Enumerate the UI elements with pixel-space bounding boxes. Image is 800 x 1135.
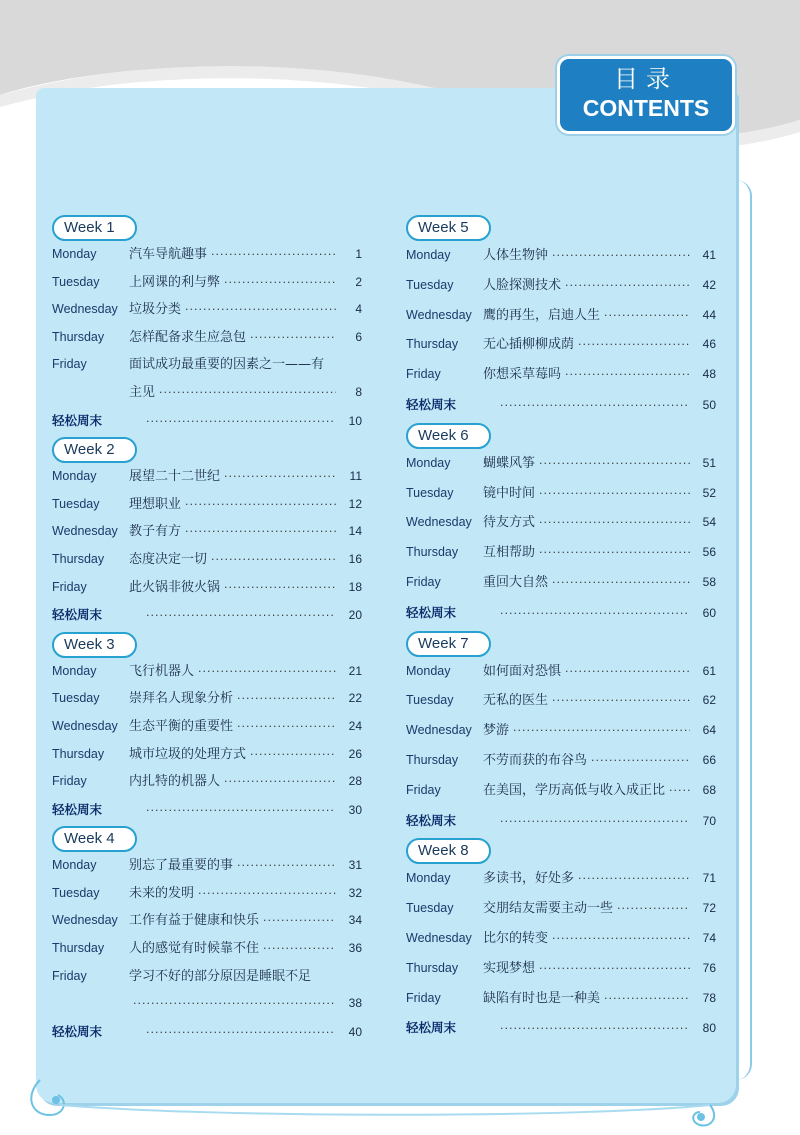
toc-entry[interactable]: [52, 269, 362, 297]
day-label: Thursday: [406, 545, 459, 560]
day-label: Wednesday: [52, 524, 118, 539]
leader-dots: [565, 360, 690, 390]
toc-entry[interactable]: [52, 713, 362, 741]
day-label: Thursday: [406, 752, 459, 767]
page-number: 22: [348, 691, 362, 706]
day-label: Tuesday: [406, 901, 454, 916]
leader-dots: [211, 241, 336, 269]
leader-dots: [565, 271, 690, 301]
page-number: 34: [348, 913, 362, 928]
page-number: 71: [702, 871, 716, 886]
entry-title: 蝴蝶风筝: [483, 455, 536, 471]
day-label: Monday: [52, 858, 97, 873]
day-label: Friday: [406, 782, 441, 797]
leader-dots: [500, 599, 690, 629]
entry-title: 实现梦想: [483, 960, 536, 976]
day-label: Tuesday: [406, 277, 454, 292]
page-number: 4: [355, 302, 362, 317]
day-label: Wednesday: [52, 913, 118, 928]
day-label: Thursday: [52, 746, 105, 761]
leader-dots: [552, 568, 690, 598]
page-number: 58: [702, 574, 716, 589]
day-label: Monday: [406, 871, 451, 886]
leader-dots: [146, 797, 336, 825]
weekend-entry[interactable]: [52, 796, 362, 824]
leader-dots: [263, 935, 336, 963]
toc-entry[interactable]: [406, 894, 716, 924]
day-label: Friday: [52, 774, 87, 789]
toc-entry[interactable]: [406, 449, 716, 479]
page-number: 16: [348, 551, 362, 566]
weekend-label: 轻松周末: [52, 801, 103, 817]
page-number: 46: [702, 337, 716, 352]
page-number: 18: [348, 579, 362, 594]
entry-title: 无心插柳柳成荫: [483, 337, 575, 353]
leader-dots: [185, 518, 336, 546]
page-number: 28: [348, 774, 362, 789]
contents-title-en: CONTENTS: [582, 95, 710, 121]
leader-dots: [224, 768, 336, 796]
page-number: 50: [702, 397, 716, 412]
leader-dots: [211, 546, 336, 574]
toc-entry[interactable]: [406, 508, 716, 538]
entry-title: 教子有方: [129, 524, 182, 540]
entry-title: 展望二十二世纪: [129, 469, 221, 485]
toc-entry[interactable]: [406, 301, 716, 331]
toc-entry[interactable]: [406, 538, 716, 568]
weekend-label: 轻松周末: [406, 812, 457, 828]
page-number: 42: [702, 277, 716, 292]
week-5-label[interactable]: Week 5: [406, 215, 491, 241]
weekend-label: 轻松周末: [406, 1020, 457, 1036]
toc-entry[interactable]: [406, 776, 716, 806]
toc-entry[interactable]: [406, 746, 716, 776]
page-number: 56: [702, 545, 716, 560]
page-number: 76: [702, 960, 716, 975]
day-label: Wednesday: [406, 515, 472, 530]
page-number: 38: [348, 996, 362, 1011]
toc-entry[interactable]: [406, 241, 716, 271]
day-label: Friday: [52, 357, 87, 372]
toc-entry[interactable]: [52, 463, 362, 491]
page-number: 21: [348, 663, 362, 678]
page-number: 70: [702, 813, 716, 828]
leader-dots: [224, 574, 336, 602]
day-label: Thursday: [52, 941, 105, 956]
toc-entry[interactable]: [406, 360, 716, 390]
leader-dots: [250, 741, 336, 769]
weekend-entry[interactable]: [406, 1013, 716, 1043]
page-number: 8: [355, 384, 362, 399]
leader-dots: [133, 990, 336, 1018]
day-label: Wednesday: [406, 307, 472, 322]
leader-dots: [250, 324, 336, 352]
toc-entry[interactable]: [52, 296, 362, 324]
weekend-entry[interactable]: [52, 1018, 362, 1046]
entry-title: 崇拜名人现象分析: [129, 691, 234, 707]
day-label: Wednesday: [406, 930, 472, 945]
day-label: Friday: [406, 990, 441, 1005]
page-number: 24: [348, 718, 362, 733]
entry-title: 别忘了最重要的事: [129, 858, 234, 874]
toc-entry[interactable]: [406, 686, 716, 716]
day-label: Tuesday: [52, 496, 100, 511]
toc-entry[interactable]: [52, 880, 362, 908]
page-number: 54: [702, 515, 716, 530]
toc-entry[interactable]: [406, 330, 716, 360]
toc-entry[interactable]: [52, 574, 362, 602]
toc-entry[interactable]: [406, 864, 716, 894]
week-6-label[interactable]: Week 6: [406, 423, 491, 449]
weekend-entry[interactable]: [52, 407, 362, 435]
leader-dots: [146, 602, 336, 630]
week-8-label[interactable]: Week 8: [406, 838, 491, 864]
toc-entry[interactable]: [52, 963, 362, 991]
entry-title: 理想职业: [129, 496, 182, 512]
bottom-swirl-decoration: [20, 1070, 780, 1130]
leader-dots: [237, 713, 336, 741]
day-label: Monday: [52, 247, 97, 261]
entry-title: 未来的发明: [129, 885, 195, 901]
entry-title: 互相帮助: [483, 545, 536, 561]
toc-entry[interactable]: [406, 657, 716, 687]
day-label: Friday: [406, 574, 441, 589]
contents-title-zh: 目录: [614, 65, 678, 93]
page-number: 40: [348, 1024, 362, 1039]
leader-dots: [198, 880, 336, 908]
entry-title: 此火锅非彼火锅: [129, 579, 221, 595]
page-number: 78: [702, 990, 716, 1005]
weekend-label: 轻松周末: [52, 607, 103, 623]
leader-dots: [159, 379, 336, 407]
page-number: 44: [702, 307, 716, 322]
entry-title: 在美国，学历高低与收入成正比: [483, 782, 666, 798]
entry-title: 如何面对恐惧: [483, 663, 562, 679]
page-number: 26: [348, 746, 362, 761]
leader-dots: [513, 716, 690, 746]
leader-dots: [669, 776, 690, 806]
leader-dots: [578, 330, 690, 360]
day-label: Thursday: [52, 329, 105, 344]
day-label: Friday: [406, 367, 441, 382]
toc-entry-continued[interactable]: [52, 990, 362, 1018]
page-number: 14: [348, 524, 362, 539]
page-number: 52: [702, 485, 716, 500]
entry-title: 面试成功最重要的因素之一——有: [129, 357, 325, 373]
leader-dots: [263, 907, 336, 935]
entry-title: 工作有益于健康和快乐: [129, 913, 260, 929]
day-label: Thursday: [406, 960, 459, 975]
leader-dots: [146, 408, 336, 436]
entry-title: 重回大自然: [483, 574, 549, 590]
toc-entry[interactable]: [52, 852, 362, 880]
entry-title: 生态平衡的重要性: [129, 718, 234, 734]
week-4-label[interactable]: Week 4: [52, 826, 137, 852]
week-7-label[interactable]: Week 7: [406, 631, 491, 657]
week-1-label[interactable]: Week 1: [52, 215, 137, 241]
entry-title: 交朋结友需要主动一些: [483, 901, 614, 917]
weekend-entry[interactable]: [406, 806, 716, 836]
weekend-entry[interactable]: [406, 598, 716, 628]
toc-entry[interactable]: [406, 716, 716, 746]
toc-entry[interactable]: [406, 954, 716, 984]
leader-dots: [604, 301, 690, 331]
day-label: Tuesday: [406, 693, 454, 708]
day-label: Wednesday: [52, 718, 118, 733]
leader-dots: [552, 686, 690, 716]
day-label: Wednesday: [406, 723, 472, 738]
entry-title: 飞行机器人: [129, 663, 195, 679]
weekend-label: 轻松周末: [406, 604, 457, 620]
page-number: 36: [348, 941, 362, 956]
toc-entry[interactable]: [406, 924, 716, 954]
day-label: Monday: [52, 469, 97, 484]
contents-right-column: [406, 215, 716, 1043]
day-label: Monday: [406, 455, 451, 470]
leader-dots: [500, 807, 690, 837]
entry-title: 比尔的转变: [483, 930, 549, 946]
toc-entry-continued[interactable]: [52, 379, 362, 407]
page-number: 31: [348, 858, 362, 873]
entry-title: 不劳而获的布谷鸟: [483, 752, 588, 768]
day-label: Tuesday: [406, 485, 454, 500]
week-3-label[interactable]: Week 3: [52, 632, 137, 658]
entry-title: 垃圾分类: [129, 302, 182, 318]
leader-dots: [539, 954, 690, 984]
toc-entry[interactable]: [52, 935, 362, 963]
leader-dots: [185, 296, 336, 324]
entry-title: 态度决定一切: [129, 551, 208, 567]
leader-dots: [224, 269, 336, 297]
weekend-entry[interactable]: [406, 390, 716, 420]
entry-title: 无私的医生: [483, 693, 549, 709]
entry-title: 待友方式: [483, 515, 536, 531]
toc-entry[interactable]: [52, 546, 362, 574]
day-label: Monday: [406, 663, 451, 678]
page-number: 6: [355, 329, 362, 344]
entry-title: 人体生物钟: [483, 248, 549, 263]
toc-entry[interactable]: [52, 907, 362, 935]
toc-entry[interactable]: [52, 518, 362, 546]
contents-header: [557, 56, 735, 134]
toc-entry[interactable]: [52, 685, 362, 713]
day-label: Friday: [52, 579, 87, 594]
leader-dots: [539, 508, 690, 538]
toc-entry[interactable]: [52, 351, 362, 379]
day-label: Tuesday: [52, 274, 100, 289]
toc-entry[interactable]: [406, 984, 716, 1014]
weekend-label: 轻松周末: [52, 1023, 103, 1039]
leader-dots: [237, 685, 336, 713]
leader-dots: [198, 658, 336, 686]
leader-dots: [565, 657, 690, 687]
day-label: Thursday: [406, 337, 459, 352]
leader-dots: [552, 924, 690, 954]
leader-dots: [224, 463, 336, 491]
entry-title: 缺陷有时也是一种美: [483, 990, 601, 1006]
page-number: 30: [348, 802, 362, 817]
page-number: 51: [702, 455, 716, 470]
entry-title: 多读书，好处多: [483, 871, 575, 887]
page-number: 10: [348, 413, 362, 428]
entry-title-continued: 主见: [129, 384, 156, 400]
leader-dots: [552, 241, 690, 271]
day-label: Monday: [406, 248, 451, 262]
leader-dots: [185, 491, 336, 519]
leader-dots: [146, 1019, 336, 1047]
entry-title: 你想采草莓吗: [483, 367, 562, 383]
entry-title: 上网课的利与弊: [129, 274, 221, 290]
toc-entry[interactable]: [52, 768, 362, 796]
toc-entry[interactable]: [52, 658, 362, 686]
page-number: 80: [702, 1021, 716, 1036]
page-number: 48: [702, 367, 716, 382]
entry-title: 鹰的再生，启迪人生: [483, 307, 601, 323]
leader-dots: [500, 1014, 690, 1044]
leader-dots: [578, 864, 690, 894]
page-number: 62: [702, 693, 716, 708]
page-number: 74: [702, 930, 716, 945]
toc-entry[interactable]: [406, 568, 716, 598]
leader-dots: [539, 449, 690, 479]
page-number: 64: [702, 723, 716, 738]
entry-title: 汽车导航趣事: [129, 247, 208, 262]
entry-title: 人脸探测技术: [483, 277, 562, 293]
page-number: 11: [349, 469, 362, 484]
leader-dots: [539, 479, 690, 509]
toc-entry[interactable]: [52, 324, 362, 352]
leader-dots: [617, 894, 690, 924]
leader-dots: [500, 391, 690, 421]
entry-title: 人的感觉有时候靠不住: [129, 941, 260, 957]
leader-dots: [604, 984, 690, 1014]
week-2-label[interactable]: Week 2: [52, 437, 137, 463]
day-label: Thursday: [52, 551, 105, 566]
entry-title: 怎样配备求生应急包: [129, 329, 247, 345]
day-label: Tuesday: [52, 691, 100, 706]
page-number: 20: [348, 608, 362, 623]
entry-title: 城市垃圾的处理方式: [129, 746, 247, 762]
toc-entry[interactable]: [406, 479, 716, 509]
toc-entry[interactable]: [406, 271, 716, 301]
contents-left-column: [52, 215, 362, 1045]
weekend-label: 轻松周末: [406, 396, 457, 412]
weekend-entry[interactable]: [52, 601, 362, 629]
page-number: 68: [702, 782, 716, 797]
toc-entry[interactable]: [52, 491, 362, 519]
page-number: 72: [702, 901, 716, 916]
leader-dots: [539, 538, 690, 568]
page-number: 60: [702, 605, 716, 620]
leader-dots: [591, 746, 690, 776]
page-number: 66: [702, 752, 716, 767]
page-number: 1: [355, 247, 362, 261]
leader-dots: [237, 852, 336, 880]
page-number: 41: [702, 248, 716, 262]
page-number: 2: [355, 274, 362, 289]
entry-title: 学习不好的部分原因是睡眠不足: [129, 968, 312, 984]
day-label: Wednesday: [52, 302, 118, 317]
day-label: Monday: [52, 663, 97, 678]
entry-title: 梦游: [483, 723, 510, 739]
page-number: 12: [348, 496, 362, 511]
toc-entry[interactable]: [52, 241, 362, 269]
toc-entry[interactable]: [52, 741, 362, 769]
day-label: Friday: [52, 968, 87, 983]
panel-edge-decoration: [736, 180, 752, 1080]
day-label: Tuesday: [52, 885, 100, 900]
page-number: 61: [702, 663, 716, 678]
entry-title: 内扎特的机器人: [129, 774, 221, 790]
page-number: 32: [348, 885, 362, 900]
entry-title: 镜中时间: [483, 485, 536, 501]
weekend-label: 轻松周末: [52, 412, 103, 428]
